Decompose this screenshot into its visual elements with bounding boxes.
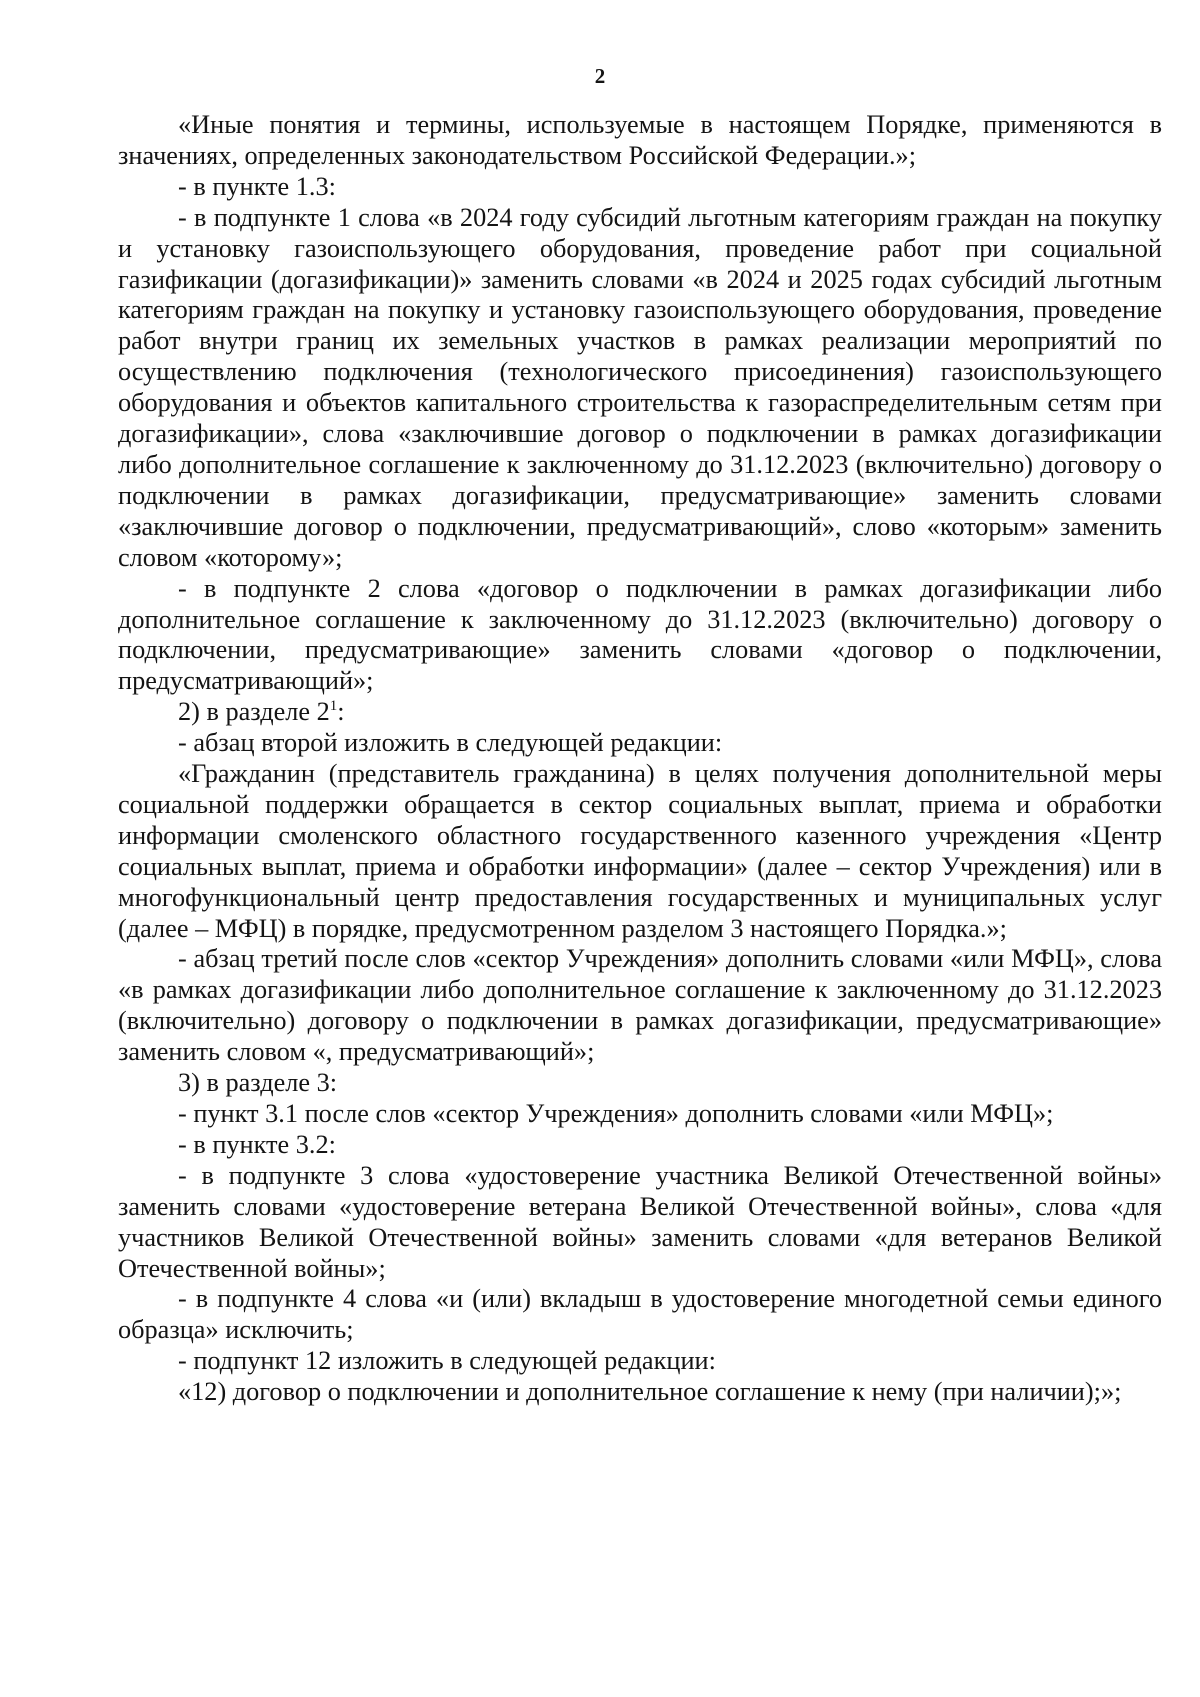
- paragraph: - в подпункте 2 слова «договор о подключении в рамках догазификации либо дополнительное соглашение к заключенному до 31.12.2023 (включительно) договору о подключении, предусматривающие» заменить словами «договор о подключении, предусматривающий»;: [118, 573, 1162, 696]
- paragraph-text: 2) в разделе 2: [178, 697, 330, 727]
- paragraph-text-tail: :: [337, 697, 345, 727]
- paragraph: - в подпункте 4 слова «и (или) вкладыш в удостоверение многодетной семьи единого образца» исключить;: [118, 1284, 1162, 1345]
- paragraph: - абзац третий после слов «сектор Учреждения» дополнить словами «или МФЦ», слова «в рамках догазификации либо дополнительное соглашение к заключенному до 31.12.2023 (включительно) договору о подключении в рамках догазификации, предусматривающие» заменить словом «, предусматривающий»;: [118, 944, 1162, 1067]
- paragraph: «Иные понятия и термины, используемые в настоящем Порядке, применяются в значениях, определенных законодательством Российской Федерации.»;: [118, 110, 1162, 170]
- paragraph: - в подпункте 1 слова «в 2024 году субсидий льготным категориям граждан на покупку и установку газоиспользующего оборудования, проведение работ при социальной газификации (догазификации)» заменить словами «в 2024 и 2025 годах субсидий льготным категориям граждан на покупку и установку газоиспользующего оборудования, проведение работ внутри границ их земельных участков в рамках реализации мероприятий по осуществлению подключения (технологического присоединения) газоиспользующего оборудования и объектов капитального строительства к газораспределительным сетям при догазификации», слова «заключившие договор о подключении в рамках догазификации либо дополнительное соглашение к заключенному до 31.12.2023 (включительно) договору о подключении в рамках догазификации, предусматривающие» заменить словами «заключившие договор о подключении, предусматривающий», слово «которым» заменить словом «которому»;: [118, 202, 1162, 572]
- paragraph: - в пункте 1.3:: [178, 171, 336, 201]
- paragraph: - в подпункте 3 слова «удостоверение участника Великой Отечественной войны» заменить словами «удостоверение ветерана Великой Отечественной войны», слова «для участников Великой Отечественной войны» заменить словами «для ветеранов Великой Отечественной войны»;: [118, 1160, 1162, 1283]
- paragraph: - в пункте 3.2:: [178, 1129, 336, 1159]
- paragraph: «12) договор о подключении и дополнительное соглашение к нему (при наличии);»;: [178, 1377, 1122, 1407]
- paragraph: «Гражданин (представитель гражданина) в целях получения дополнительной меры социальной поддержки обращается в сектор социальных выплат, приема и обработки информации смоленского областного государственного казенного учреждения «Центр социальных выплат, приема и обработки информации» (далее – сектор Учреждения) или в многофункциональный центр предоставления государственных и муниципальных услуг (далее – МФЦ) в порядке, предусмотренном разделом 3 настоящего Порядка.»;: [118, 759, 1162, 943]
- paragraph: [118, 697, 1162, 728]
- paragraph: - абзац второй изложить в следующей редакции:: [178, 728, 723, 758]
- page-number: 2: [594, 64, 606, 88]
- paragraph: - пункт 3.1 после слов «сектор Учреждения» дополнить словами «или МФЦ»;: [178, 1099, 1054, 1128]
- document-body: [118, 110, 1162, 1408]
- superscript: 1: [329, 698, 338, 715]
- paragraph: 3) в разделе 3:: [178, 1068, 338, 1098]
- paragraph: - подпункт 12 изложить в следующей редакции:: [178, 1346, 716, 1376]
